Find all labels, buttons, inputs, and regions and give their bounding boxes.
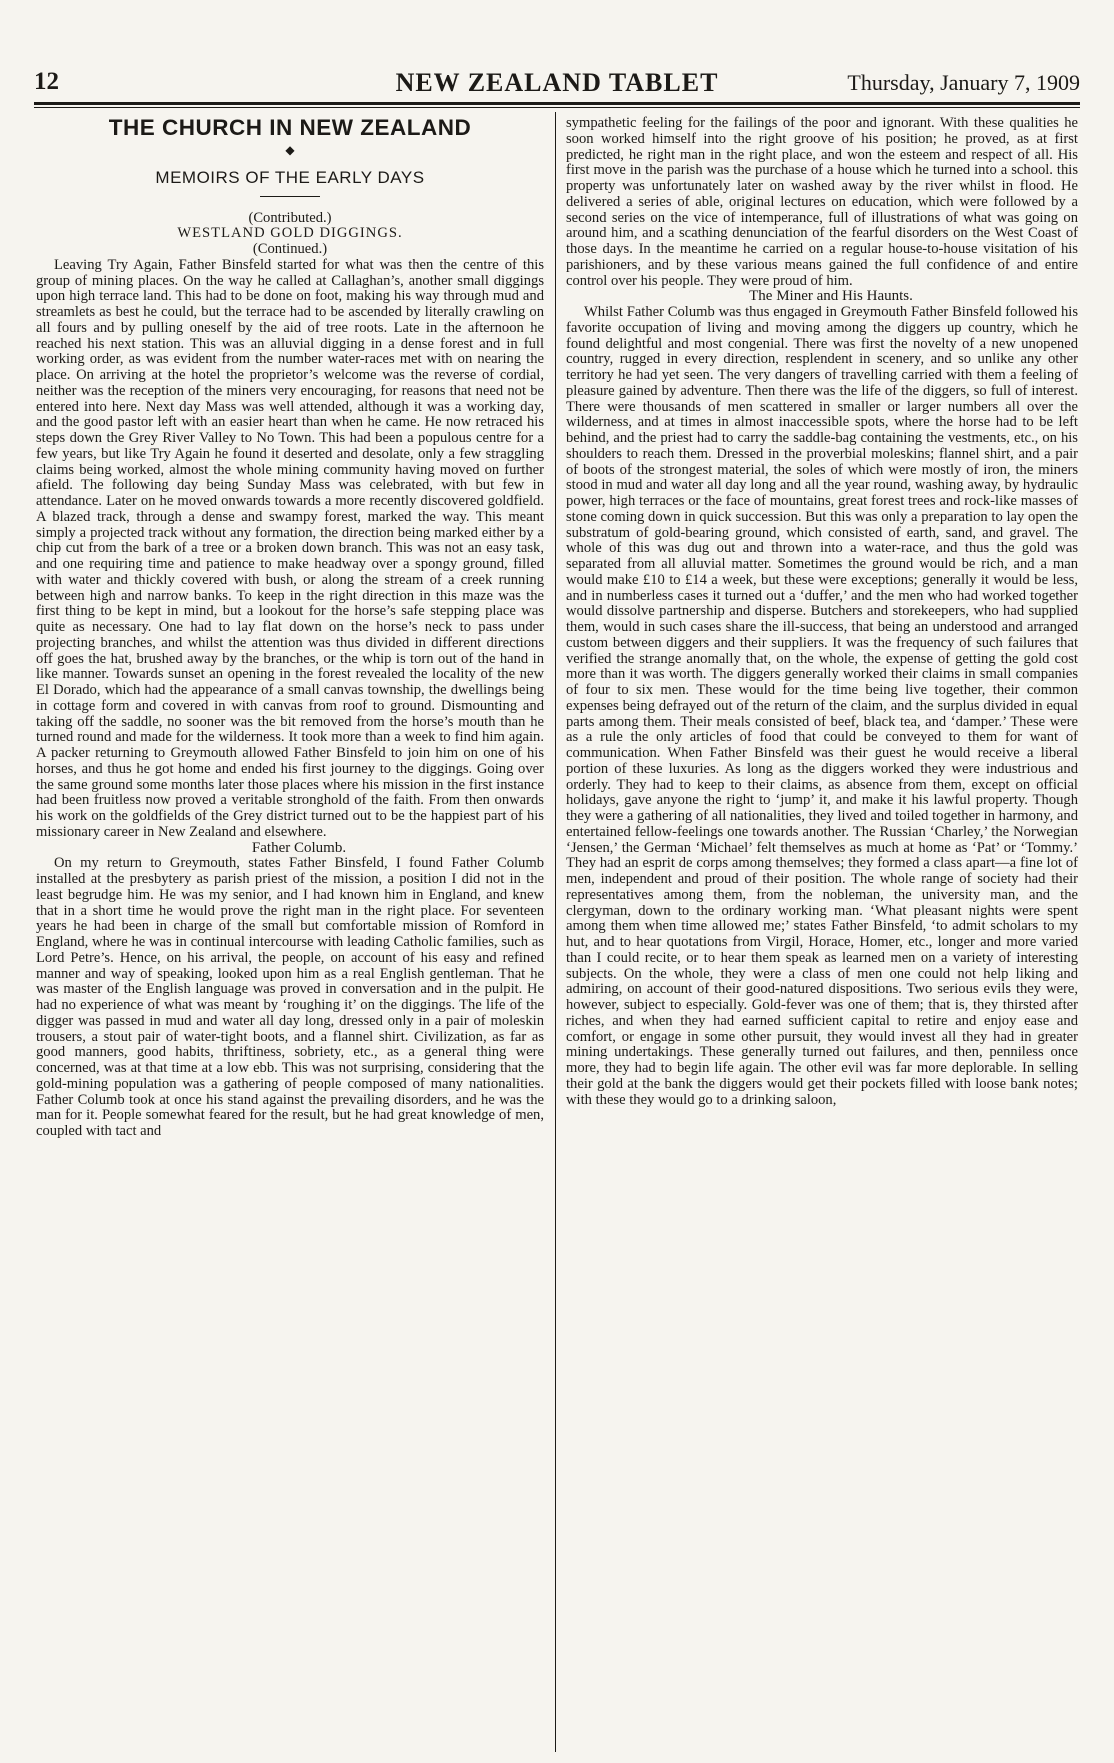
section-heading: WESTLAND GOLD DIGGINGS. bbox=[177, 225, 403, 242]
article-title: THE CHURCH IN NEW ZEALAND bbox=[108, 115, 472, 140]
subheading-father-columb: Father Columb. bbox=[251, 839, 347, 856]
ornament-divider: ◆ bbox=[285, 142, 295, 157]
newspaper-title: NEW ZEALAND TABLET bbox=[395, 68, 719, 97]
page-number: 12 bbox=[34, 68, 59, 95]
paragraph: Leaving Try Again, Father Binsfeld started for what was then the centre of this group of mining places. On the way he called at Callaghan’s, another small diggings upon high terrace land. This had to be done on foot, making his way through mud and streamlets as best he could, but the terrace had to be ascended by literally crawling on all fours and by pulling oneself by the aid of tree roots. Late in the afternoon he reached his next station. This was an alluvial digging in a dense forest and in full working order, as was evident from the number water-races met with on nearing the place. On arriving at the hotel the proprietor’s welcome was the reverse of cordial, neither was the reception of the miners very encouraging, for reasons that need not be entered into here. Next day Mass was well attended, although it was a working day, and the good pastor left with an easier heart than when he came. He now retraced his steps down the Grey River Valley to No Town. This had been a populous centre for a few years, but like Try Again he found it deserted and desolate, only a few straggling claims being worked, almost the whole mining community having moved on further afield. The following day being Sunday Mass was celebrated, with but few in attendance. Later on he moved onwards towards a more recently discovered goldfield. A blazed track, through a dense and swampy forest, marked the way. This meant simply a projected track without any formation, the direction being marked either by a chip cut from the bark of a tree or a broken down branch. This was not an easy task, and one requiring time and patience to make headway over a spongy ground, filled with water and thickly covered with bush, or along the stream of a creek running between high and narrow banks. To keep in the right direction in this maze was the first thing to be kept in mind, but a lookout for the horse’s safe stepping place was quite as necessary. One had to lay flat down on the horse’s neck to pass under projecting branches, and whilst the attention was thus divided in different directions off goes the hat, brushed away by the branches, or the whip is torn out of the hand in like manner. Towards sunset an opening in the forest revealed the locality of the new El Dorado, which had the appearance of a small canvas township, the dwellings being in cottage form and covered in with canvas from roof to ground. Dismounting and taking off the saddle, no sooner was the bit removed from the horse’s mouth than he turned round and made for the wilderness. It took more than a week to find him again. A packer returning to Greymouth allowed Father Binsfeld to join him on one of his horses, and thus he got home and ended his first journey to the diggings. Going over the same ground some months later those places where his mission in the first instance had been fruitless now proved a veritable stronghold of the faith. From then onwards his work on the goldfields of the Grey district turned out to be the happiest part of his missionary career in New Zealand and elsewhere. bbox=[36, 256, 544, 840]
issue-date: Thursday, January 7, 1909 bbox=[847, 70, 1080, 95]
masthead-rule-thin bbox=[34, 107, 1080, 108]
paragraph: sympathetic feeling for the failings of the poor and ignorant. With these qualities he soon worked himself into the right groove of his position; he proved, as at first predicted, he right man in the right place, and won the esteem and respect of all. His first move in the parish was the purchase of a house which he turned into a school. this property was unfortunately later on washed away by the river whilst in flood. He delivered a series of able, original lectures on education, which were followed by a second series on the vice of intemperance, full of illustrations of what was going on around him, and a scathing denunciation of the fearful disorders on the West Coast of those days. In the meantime he carried on a regular house-to-house visitation of his parishioners, and by these various means gained the full confidence of and entire control over his people. They were proud of him. bbox=[566, 115, 1078, 289]
byline: (Contributed.) bbox=[248, 209, 332, 226]
masthead bbox=[34, 68, 1080, 104]
left-column bbox=[36, 116, 544, 1140]
column-divider bbox=[555, 112, 556, 1752]
short-rule bbox=[260, 196, 320, 197]
paragraph: Whilst Father Columb was thus engaged in Greymouth Father Binsfeld followed his favorite occupation of living and moving among the diggers up country, which he found delightful and most congenial. There was first the novelty of a new unopened country, rugged in every direction, resplendent in scenery, and so unlike any other territory he had yet seen. The very dangers of travelling carried with them a feeling of pleasure gained by adventure. Then there was the life of the diggers, so full of interest. There were thousands of men scattered in smaller or larger numbers all over the wilderness, and at times in almost inaccessible spots, where the horse had to be left behind, and the priest had to carry the saddle-bag containing the vestments, etc., on his shoulders to reach them. Dressed in the proverbial moleskins; flannel shirt, and a pair of boots of the strongest material, the soles of which were mostly of iron, the miners stood in mud and water all day long and all the year round, washing away, by hydraulic power, high terraces or the face of mountains, great forest trees and rock-like masses of stone coming down in quick succession. But this was only a preparation to lay open the substratum of gold-bearing ground, which consisted of earth, sand, and gravel. The whole of this was dug out and thrown into a water-race, and thus the gold was separated from all alluvial matter. Sometimes the ground would be rich, and a man would make £10 to £14 a week, but these were exceptions; generally it would be less, and in numberless cases it turned out a ‘duffer,’ and the men who had worked together would dissolve partnership and disperse. Butchers and storekeepers, who had supplied them, would in such cases share the ill-success, that being an understood and arranged custom between diggers and their suppliers. It was the frequency of such failures that verified the strange anomally that, on the whole, the expense of getting the gold cost more than it was worth. The diggers generally worked their claims in small companies of four to six men. These would for the time being live together, their common expenses being defrayed out of the return of the claim, and the surplus divided in equal parts among them. Their meals consisted of beef, black tea, and ‘damper.’ These were as a rule the only articles of food that could be conveyed to them for want of communication. When Father Binsfeld was their guest he would receive a liberal portion of these luxuries. As long as the diggers worked they were industrious and orderly. They had to keep to their claims, as absence from them, except on official holidays, gave anyone the right to ‘jump’ it, and make it his lawful property. Though they were a gathering of all nationalities, they lived and toiled together in harmony, and entertained fellow-feelings one towards another. The Russian ‘Charley,’ the Norwegian ‘Jensen,’ the German ‘Michael’ felt themselves as much at home as ‘Pat’ or ‘Tommy.’ They had an esprit de corps among themselves; they formed a class apart—a fine lot of men, independent and proud of their position. The whole range of society had their representatives among them, from the nobleman, the university man, and the clergyman, down to the ordinary working man. ‘What pleasant nights were spent among them when time allowed me;’ states Father Binsfeld, ‘to admit scholars to my hut, and to hear quotations from Virgil, Horace, Homer, etc., longer and more varied than I could recite, or to hear them speak as learned men on a variety of interesting subjects. On the whole, they were a class of men one could not help liking and admiring, on account of their good-natured dispositions. Two serious evils they were, however, subject to especially. Gold-fever was one of them; that is, they thirsted after riches, and when they had earned sufficient capital to retire and enjoy ease and comfort, or engage in some other pursuit, they would invest all they had in greater mining undertakings. These generally turned out failures, and then, penniless once more, they had to begin life again. The other evil was far more deplorable. In selling their gold at the bank the diggers would get their pockets filled with loose bank notes; with these they would go to a drinking saloon, bbox=[566, 304, 1078, 1108]
paragraph: On my return to Greymouth, states Father Binsfeld, I found Father Columb installed at the presbytery as parish priest of the mission, a position I did not in the least begrudge him. He was my senior, and I had known him in England, and knew that in a short time he would prove the right man in the right place. For seventeen years he had been in charge of the small but comfortable mission of Romford in England, where he was in continual intercourse with leading Catholic families, such as Lord Petre’s. Hence, on his arrival, the people, on account of his easy and refined manner and way of speaking, looked upon him as a real English gentleman. That he was master of the English language was proved in conversation and in the pulpit. He had no experience of what was meant by ‘roughing it’ on the diggings. The life of the digger was passed in mud and water all day long, dressed only in a pair of moleskin trousers, a stout pair of water-tight boots, and a flannel shirt. Civilization, as far as good manners, good habits, thriftiness, sobriety, etc., as a general thing were concerned, was at that time at a low ebb. This was not surprising, considering that the gold-mining population was a gathering of people composed of many nationalities. Father Columb took at once his stand against the prevailing disorders, and he was the man for it. People somewhat feared for the result, but he had great knowledge of men, coupled with tact and bbox=[36, 855, 544, 1139]
article-subtitle: MEMOIRS OF THE EARLY DAYS bbox=[155, 167, 425, 187]
masthead-rule bbox=[34, 102, 1080, 105]
continued-note: (Continued.) bbox=[252, 241, 328, 257]
subheading-miner-haunts: The Miner and His Haunts. bbox=[749, 288, 913, 305]
right-column bbox=[566, 116, 1078, 1108]
